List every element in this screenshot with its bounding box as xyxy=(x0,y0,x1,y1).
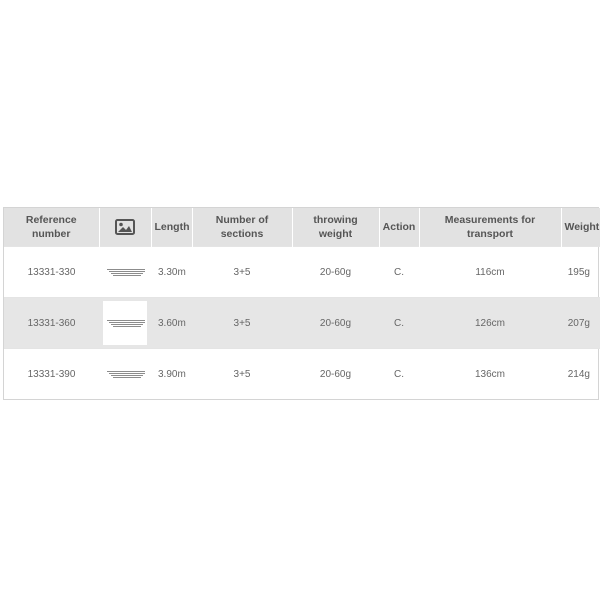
image-icon xyxy=(115,219,135,235)
cell-reference: 13331-390 xyxy=(4,349,99,400)
cell-action: C. xyxy=(379,298,419,349)
cell-image xyxy=(99,247,151,298)
cell-throwing-weight: 20-60g xyxy=(292,247,379,298)
cell-image xyxy=(99,349,151,400)
cell-transport: 116cm xyxy=(419,247,561,298)
header-measurements-for-transport: Measurements for transport xyxy=(419,208,561,247)
cell-action: C. xyxy=(379,247,419,298)
spec-table xyxy=(4,208,600,399)
cell-length: 3.90m xyxy=(151,349,192,400)
cell-reference: 13331-330 xyxy=(4,247,99,298)
header-reference-number: Reference number xyxy=(4,208,99,247)
cell-action: C. xyxy=(379,349,419,400)
cell-sections: 3+5 xyxy=(192,247,292,298)
header-weight: Weight xyxy=(561,208,600,247)
header-length: Length xyxy=(151,208,192,247)
header-number-of-sections: Number of sections xyxy=(192,208,292,247)
header-action: Action xyxy=(379,208,419,247)
cell-sections: 3+5 xyxy=(192,349,292,400)
cell-weight: 214g xyxy=(561,349,600,400)
cell-length: 3.30m xyxy=(151,247,192,298)
cell-throwing-weight: 20-60g xyxy=(292,349,379,400)
rod-thumbnail[interactable] xyxy=(103,301,147,345)
cell-weight: 195g xyxy=(561,247,600,298)
cell-transport: 126cm xyxy=(419,298,561,349)
table-row xyxy=(4,349,600,400)
cell-throwing-weight: 20-60g xyxy=(292,298,379,349)
product-spec-table xyxy=(3,207,599,400)
cell-image xyxy=(99,298,151,349)
rod-thumbnail[interactable] xyxy=(103,352,147,396)
table-header-row xyxy=(4,208,600,247)
header-image xyxy=(99,208,151,247)
table-row xyxy=(4,247,600,298)
cell-reference: 13331-360 xyxy=(4,298,99,349)
cell-weight: 207g xyxy=(561,298,600,349)
cell-transport: 136cm xyxy=(419,349,561,400)
table-row xyxy=(4,298,600,349)
rod-thumbnail[interactable] xyxy=(103,250,147,294)
cell-length: 3.60m xyxy=(151,298,192,349)
cell-sections: 3+5 xyxy=(192,298,292,349)
header-throwing-weight: throwing weight xyxy=(292,208,379,247)
